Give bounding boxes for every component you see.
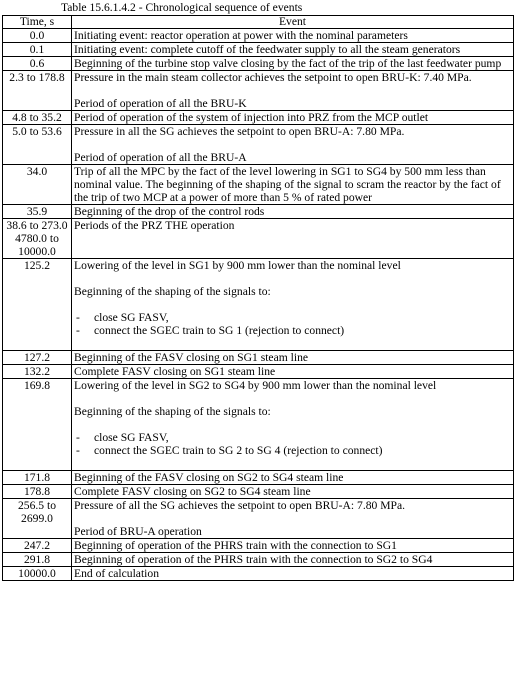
event-text: Beginning of the shaping of the signals to: [74,285,271,298]
event-cell [72,205,514,219]
event-cell [72,43,514,57]
events-table [2,15,514,581]
event-text: Beginning of the drop of the control rods [74,205,265,218]
event-cell [72,567,514,581]
table-row [3,205,514,219]
event-cell [72,553,514,567]
event-text: Period of operation of the system of injection into PRZ from the MCP outlet [74,111,429,124]
table-row [3,539,514,553]
table-row [3,43,514,57]
table-row [3,57,514,71]
event-text: Pressure in all the SG achieves the setpoint to open BRU-A: 7.80 MPa. [74,125,405,138]
event-text: Lowering of the level in SG1 by 900 mm lower than the nominal level [74,259,401,272]
list-item: - connect the SGEC train to SG 2 to SG 4 (rejection to connect) [74,444,511,457]
time-cell: 256.5 to 2699.0 [3,499,72,539]
time-cell: 0.1 [3,43,72,57]
list-item: - close SG FASV, [74,431,511,444]
table-row [3,165,514,205]
event-cell [72,111,514,125]
event-text: Period of BRU-A operation [74,525,202,538]
event-cell [72,351,514,365]
event-cell [72,485,514,499]
list-item: - close SG FASV, [74,311,511,324]
table-row [3,553,514,567]
event-text: Initiating event: reactor operation at power with the nominal parameters [74,29,408,42]
time-cell: 127.2 [3,351,72,365]
event-text: Period of operation of all the BRU-K [74,97,247,110]
table-row [3,471,514,485]
event-text: Initiating event: complete cutoff of the feedwater supply to all the steam generators [74,43,461,56]
event-text: Complete FASV closing on SG1 steam line [74,365,276,378]
event-cell [72,71,514,111]
table-row [3,379,514,471]
event-text: Period of operation of all the BRU-A [74,151,247,164]
event-text: End of calculation [74,567,159,580]
event-cell [72,499,514,539]
event-text: Periods of the PRZ THE operation [74,219,235,232]
event-text: Pressure in the main steam collector achieves the setpoint to open BRU-K: 7.40 MPa. [74,71,472,84]
event-text: Beginning of the FASV closing on SG2 to SG4 steam line [74,471,344,484]
event-cell [72,29,514,43]
time-cell: 38.6 to 273.0 4780.0 to 10000.0 [3,219,72,259]
table-caption: Table 15.6.1.4.2 - Chronological sequence of events [61,1,303,14]
time-cell: 35.9 [3,205,72,219]
event-text: Pressure of all the SG achieves the setpoint to open BRU-A: 7.80 MPa. [74,499,406,512]
time-cell: 5.0 to 53.6 [3,125,72,165]
event-cell [72,539,514,553]
table-row [3,219,514,259]
event-cell [72,165,514,205]
time-cell: 171.8 [3,471,72,485]
event-text: Beginning of the FASV closing on SG1 steam line [74,351,309,364]
time-cell: 178.8 [3,485,72,499]
table-row [3,499,514,539]
time-cell: 0.0 [3,29,72,43]
event-text: Lowering of the level in SG2 to SG4 by 900 mm lower than the nominal level [74,379,437,392]
event-cell [72,125,514,165]
list-item: - connect the SGEC train to SG 1 (rejection to connect) [74,324,511,337]
table-row [3,71,514,111]
table-row [3,365,514,379]
time-column-header: Time, s [3,16,72,29]
event-cell [72,57,514,71]
event-text: Complete FASV closing on SG2 to SG4 steam line [74,485,311,498]
table-row [3,111,514,125]
event-text: Beginning of the turbine stop valve closing by the fact of the trip of the last feedwater pump [74,57,502,70]
time-cell: 4.8 to 35.2 [3,111,72,125]
time-cell: 169.8 [3,379,72,471]
table-row [3,259,514,351]
time-cell: 247.2 [3,539,72,553]
event-cell [72,259,514,351]
signal-list [74,311,511,337]
event-cell [72,365,514,379]
event-cell [72,379,514,471]
table-row [3,351,514,365]
table-row [3,567,514,581]
table-row [3,485,514,499]
event-text: Beginning of the shaping of the signals to: [74,405,271,418]
time-cell: 10000.0 [3,567,72,581]
time-cell: 34.0 [3,165,72,205]
table-row [3,125,514,165]
time-cell: 291.8 [3,553,72,567]
time-cell: 132.2 [3,365,72,379]
event-cell [72,219,514,259]
header-row [3,16,514,29]
event-text: Trip of all the MPC by the fact of the level lowering in SG1 to SG4 by 500 mm less than nominal value. The beginning of the shaping of the signal to scram the reactor by the fact of the trip of two MCP at a power of more than 5 % of rated power [74,165,501,204]
event-column-header: Event [72,16,514,29]
time-cell: 0.6 [3,57,72,71]
time-cell: 125.2 [3,259,72,351]
event-cell [72,471,514,485]
event-text: Beginning of operation of the PHRS train with the connection to SG1 [74,539,397,552]
event-text: Beginning of operation of the PHRS train with the connection to SG2 to SG4 [74,553,433,566]
table-row [3,29,514,43]
signal-list [74,431,511,457]
time-cell: 2.3 to 178.8 [3,71,72,111]
